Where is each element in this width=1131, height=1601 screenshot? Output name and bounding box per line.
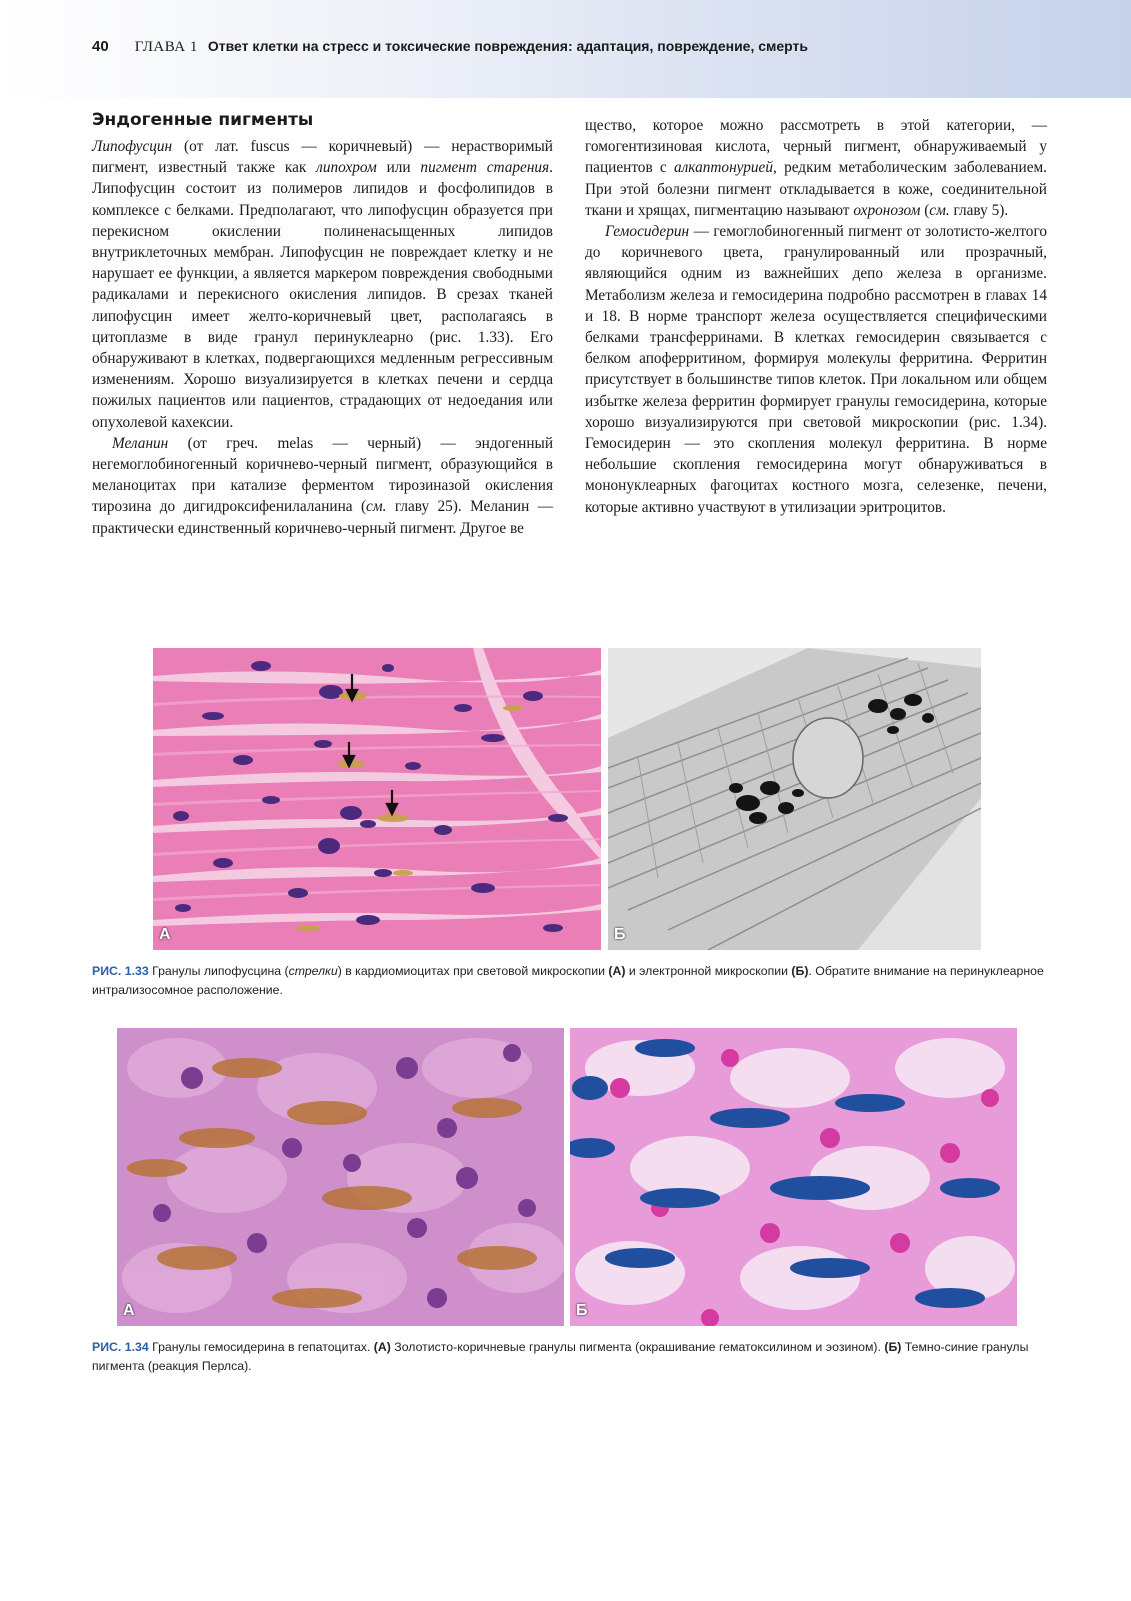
text: (А) (608, 964, 626, 978)
text: Гранулы липофусцина ( (148, 964, 289, 978)
page-header (0, 0, 1131, 98)
figure-134b-micrograph (570, 1028, 1017, 1326)
text: (от лат. fuscus — коричневый) — нерастворимый пигмент, известный также как (92, 138, 553, 177)
text: Темно-синие гранулы пигмента (реакция Перлса). (92, 1340, 1029, 1373)
running-head (92, 38, 808, 56)
term-alkaptonuria: алкаптонурией (673, 159, 773, 177)
text: Гранулы гемосидерина в гепатоцитах. (148, 1340, 374, 1354)
text: — гемоглобиногенный пигмент от золотисто-желтого до коричневого цвета, гранулированный или прозрачный, являющийся одним из важнейших депо железа в организме. Метаболизм железа и гемосидерина подробно рассмотрен в главах 14 и 18. В норме транспорт железа осуществляется специфическими белками трансферринами. В клетках гемосидерин связывается с белком апоферритином, формируя молекулы ферритина. Ферритин присутствует в большинстве типов клеток. При локальном или общем избытке железа ферритин формирует гранулы гемосидерина, которые хорошо визуализируются при световой микроскопии (рис. 1.34). Гемосидерин — это скопления молекул ферритина. В норме небольшие скопления гемосидерина могут обнаруживаться в мононуклеарных фагоцитах костного мозга, селезенке, печени, которые активно участвуют в утилизации эритроцитов. (585, 223, 1047, 516)
text: , редким метаболическим заболеванием. При этой болезни пигмент откладывается в коже, соединительной ткани и хрящах, пигментацию называют (585, 159, 1047, 219)
electron-micrograph (608, 648, 981, 950)
term-lipofuscin: Липофусцин (92, 138, 173, 155)
panel-label-a: А (123, 1302, 135, 1319)
figure-133-caption (92, 962, 1047, 1000)
text: ( (920, 201, 930, 219)
term-aging-pigment: пигмент старения (420, 159, 550, 177)
paragraph-lipofuscin (92, 136, 553, 433)
text: (Б) (791, 964, 809, 978)
text: (от греч. melas — черный) — эндогенный негемоглобиногенный коричнево-черный пигмент, образующийся в меланоцитах при катализе ферментом тирозиназой окисления тирозина до дигидроксифенилаланина ( (92, 434, 553, 516)
text: ) в кардиомиоцитах при световой микроскопии (337, 964, 609, 978)
text: Золотисто-коричневые гранулы пигмента (окрашивание гематоксилином и эозином). (390, 1340, 885, 1354)
see-ref: см. (366, 498, 387, 516)
section-title: Эндогенные пигменты (92, 110, 314, 130)
text: или (376, 159, 421, 177)
text: главу 5). (949, 201, 1009, 219)
liver-he-micrograph (117, 1028, 564, 1326)
term-ochronosis: охронозом (853, 201, 921, 219)
text: стрелки (288, 964, 338, 978)
text: . Липофусцин состоит из полимеров липидов и фосфолипидов в комплексе с белками. Предполагают, что липофусцин образуется при перекисном окислении полиненасыщенных липидов внутриклеточных мембран. Липофусцин не повреждает клетку и не нарушает ее функции, а является маркером повреждения свободными радикалами и перекисного окисления липидов. В срезах тканей липофусцин имеет желто-коричневый цвет, располагаясь в цитоплазме в виде гранул перинуклеарно (рис. 1.33). Его обнаруживают в клетках, подвергающихся медленным регрессивным изменениям. Хорошо визуализируется в клетках печени и сердца пожилых пациентов или пациентов, страдающих от недоедания или опухолевой кахексии. (92, 159, 553, 431)
liver-perls-micrograph (570, 1028, 1017, 1326)
term-melanin: Меланин (112, 434, 169, 452)
cardiac-light-micrograph (153, 648, 601, 950)
chapter-title: Ответ клетки на стресс и токсические повреждения: адаптация, повреждение, смерть (207, 38, 809, 54)
panel-label-b: Б (614, 926, 626, 943)
figure-number: РИС. 1.34 (92, 1340, 149, 1354)
paragraph-hemosiderin (585, 221, 1047, 518)
term-hemosiderin: Гемосидерин (605, 223, 690, 241)
text: главу 25). Меланин — практически единственный коричнево-черный пигмент. Другое ве (92, 498, 553, 537)
see-ref: см. (929, 201, 950, 219)
left-column (92, 136, 553, 539)
figure-133a-micrograph (153, 648, 601, 950)
panel-label-b: Б (576, 1302, 588, 1319)
figure-number: РИС. 1.33 (92, 964, 149, 978)
figure-134a-micrograph (117, 1028, 564, 1326)
paragraph-homogentisic (585, 115, 1047, 221)
chapter-label: ГЛАВА 1 (134, 39, 198, 55)
figure-133b-micrograph (608, 648, 981, 950)
page-number: 40 (92, 38, 109, 55)
panel-label-a: А (159, 926, 171, 943)
right-column (585, 115, 1047, 518)
paragraph-melanin (92, 433, 553, 539)
text: (Б) (884, 1340, 902, 1354)
term-lipochrome: липохром (316, 159, 377, 177)
text: (А) (373, 1340, 391, 1354)
text: . Обратите внимание на перинуклеарное интрализосомное расположение. (92, 964, 1044, 997)
text: щество, которое можно рассмотреть в этой категории, — гомогентизиновая кислота, черный пигмент, обнаруживаемый у пациентов с (585, 117, 1047, 177)
figure-134-caption (92, 1338, 1047, 1376)
text: и электронной микроскопии (625, 964, 792, 978)
